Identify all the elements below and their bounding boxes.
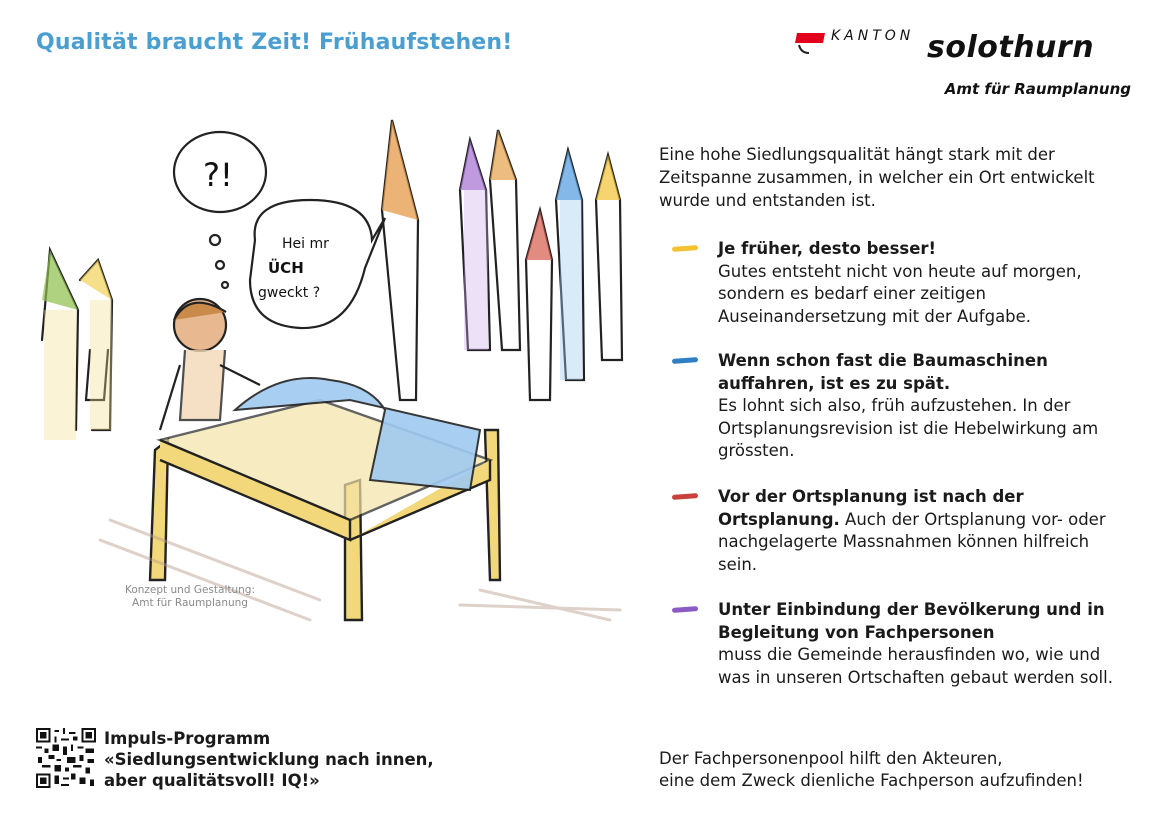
program-line-1: Impuls-Programm [104, 729, 271, 748]
page-title: Qualität braucht Zeit! Frühaufstehen! [36, 30, 513, 55]
pool-note [659, 748, 1084, 792]
bullet-body: Gutes entsteht nicht von heute auf morgen, sondern es bedarf einer zeitigen Auseinandersetzung mit der Aufgabe. [718, 261, 1082, 326]
bullet-item [672, 486, 1132, 576]
pool-line-1: Der Fachpersonenpool hilft den Akteuren, [659, 749, 1003, 768]
bullet-body: muss die Gemeinde herausfinden wo, wie und was in unseren Ortschaften gebaut werden soll. [718, 645, 1113, 687]
blue-marker-icon [672, 357, 698, 364]
program-line-2: «Siedlungsentwicklung nach innen, [104, 750, 434, 769]
bullet-item [672, 350, 1132, 463]
pool-line-2: eine dem Zweck dienliche Fachperson aufzufinden! [659, 771, 1084, 790]
credit-line-1: Konzept und Gestaltung: [124, 584, 255, 596]
bullet-heading: Wenn schon fast die Baumaschinen auffahren, ist es zu spät. [718, 351, 1048, 393]
intro-paragraph: Eine hohe Siedlungsqualität hängt stark mit der Zeitspanne zusammen, in welcher ein Ort entwickelt wurde und entstanden ist. [659, 145, 1095, 210]
child-figure [160, 299, 260, 430]
bullet-heading: Vor der Ortsplanung ist nach der Ortsplanung. [718, 487, 1024, 529]
bullet-heading: Unter Einbindung der Bevölkerung und in Begleitung von Fachpersonen [718, 600, 1105, 642]
logo-kanton: KANTON [831, 28, 915, 44]
bullet-body: Auch der Ortsplanung vor- oder nachgelagerte Massnahmen können hilfreich sein. [718, 509, 1106, 574]
speech-line-2: ÜCH [268, 259, 304, 277]
thought-bubble-text: ?! [203, 156, 233, 194]
illustration-credit [110, 584, 270, 610]
program-line-3: aber qualitätsvoll! IQ!» [104, 771, 320, 790]
purple-marker-icon [672, 606, 698, 613]
bullet-heading: Je früher, desto besser! [718, 239, 937, 258]
yellow-marker-icon [672, 245, 698, 252]
kanton-solothurn-logo [795, 24, 1135, 74]
logo-solothurn: solothurn [927, 30, 1095, 65]
qr-code-icon[interactable] [36, 728, 96, 788]
credit-line-2: Amt für Raumplanung [132, 597, 248, 609]
bullet-item [672, 238, 1132, 328]
bullet-body: Es lohnt sich also, früh aufzustehen. In der Ortsplanungsrevision ist die Hebelwirkung am grössten. [718, 396, 1099, 460]
speech-line-1: Hei mr [282, 236, 329, 252]
program-title [104, 728, 434, 791]
bedroom-illustration [20, 100, 640, 640]
red-marker-icon [672, 493, 698, 500]
speech-line-3: gweckt ? [258, 285, 321, 301]
bullet-item [672, 599, 1132, 689]
department-name: Amt für Raumplanung [944, 80, 1131, 98]
logo-flag-icon [795, 31, 825, 55]
